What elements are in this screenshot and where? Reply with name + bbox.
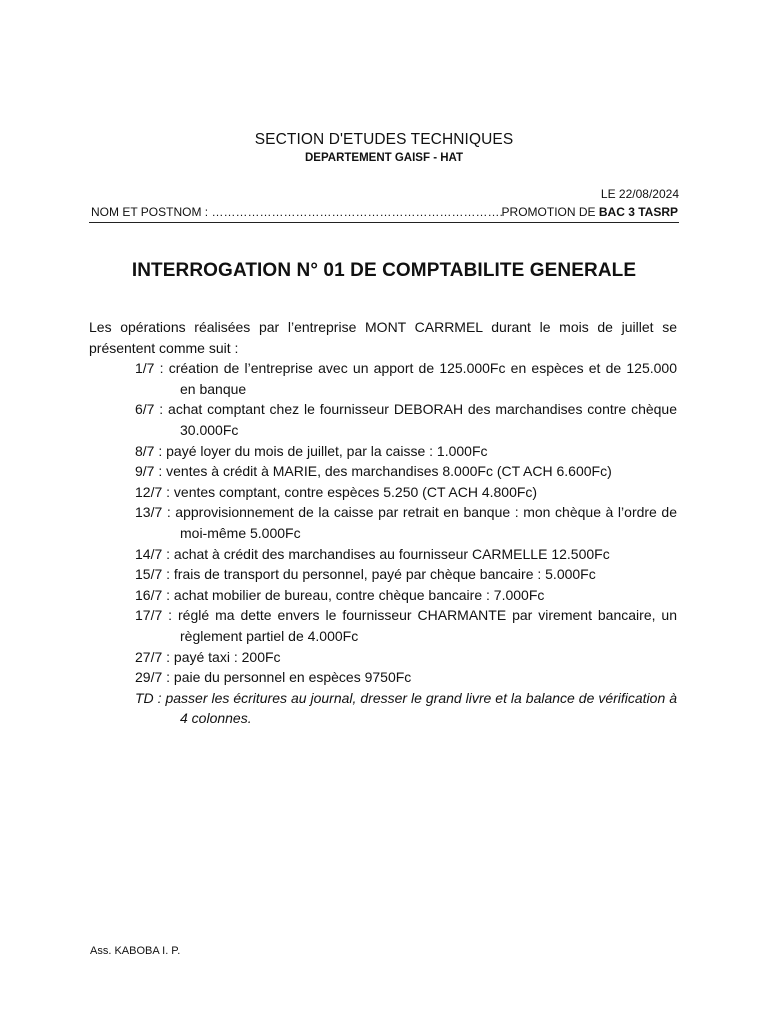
td-instruction: TD : passer les écritures au journal, dresser le grand livre et la balance de vérification à 4 colonnes.	[135, 689, 677, 727]
department-heading: DEPARTEMENT GAISF - HAT	[304, 152, 463, 164]
operation-item: 1/7 : création de l’entreprise avec un apport de 125.000Fc en espèces et de 125.000 en banque	[135, 360, 677, 397]
operation-item: 27/7 : payé taxi : 200Fc	[135, 648, 281, 665]
student-info-row	[89, 205, 679, 223]
promotion-label: PROMOTION DE	[501, 205, 599, 219]
operation-item: 9/7 : ventes à crédit à MARIE, des marchandises 8.000Fc (CT ACH 6.600Fc)	[135, 463, 612, 480]
exercise-body	[89, 317, 677, 729]
operation-item: 6/7 : achat comptant chez le fournisseur DEBORAH des marchandises contre chèque 30.000Fc	[135, 401, 677, 438]
operation-item: 17/7 : réglé ma dette envers le fournisseur CHARMANTE par virement bancaire, un règlement partiel de 4.000Fc	[135, 607, 677, 644]
operation-item: 13/7 : approvisionnement de la caisse par retrait en banque : mon chèque à l’ordre de moi-même 5.000Fc	[135, 504, 677, 541]
author-signature: Ass. KABOBA I. P.	[90, 945, 181, 957]
operation-item: 12/7 : ventes comptant, contre espèces 5.250 (CT ACH 4.800Fc)	[135, 483, 538, 500]
intro-paragraph: Les opérations réalisées par l’entreprise MONT CARRMEL durant le mois de juillet se présentent comme suit :	[89, 319, 677, 356]
operation-item: 16/7 : achat mobilier de bureau, contre chèque bancaire : 7.000Fc	[135, 586, 545, 603]
operations-list	[89, 358, 677, 729]
date-line: LE 22/08/2024	[600, 187, 679, 201]
promotion-line	[502, 205, 678, 219]
operation-item: 14/7 : achat à crédit des marchandises au fournisseur CARMELLE 12.500Fc	[135, 545, 610, 562]
promotion-value: BAC 3 TASRP	[598, 205, 678, 219]
operation-item: 15/7 : frais de transport du personnel, payé par chèque bancaire : 5.000Fc	[135, 566, 596, 583]
section-heading: SECTION D'ETUDES TECHNIQUES	[254, 131, 514, 148]
operation-item: 29/7 : paie du personnel en espèces 9750Fc	[135, 669, 412, 686]
operation-item: 8/7 : payé loyer du mois de juillet, par la caisse : 1.000Fc	[135, 442, 488, 459]
name-postname-field: NOM ET POSTNOM : ……………………………………………………………….	[91, 205, 503, 219]
document-title: INTERROGATION N° 01 DE COMPTABILITE GENERALE	[131, 260, 637, 281]
